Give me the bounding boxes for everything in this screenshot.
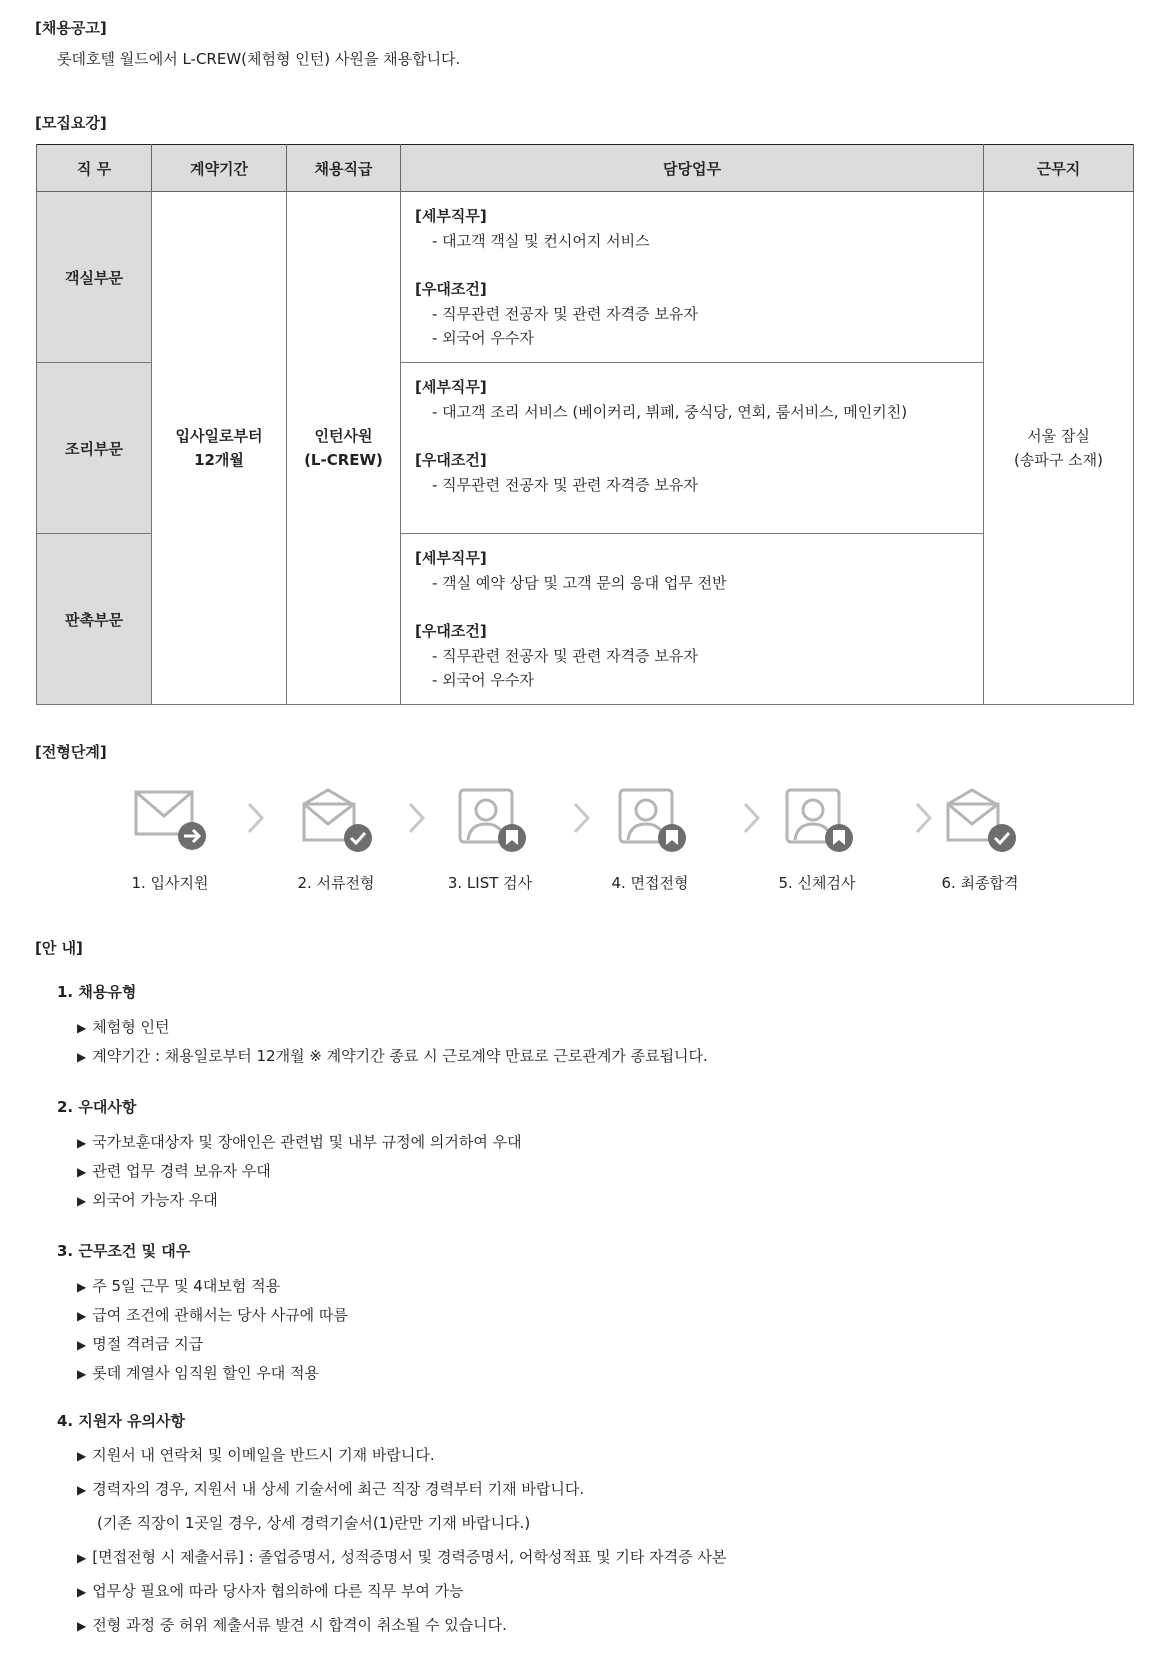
guide-item: ▶ 업무상 필요에 따라 당사자 협의하에 다른 직무 부여 가능 [77,1582,464,1600]
guide-item: ▶ 관련 업무 경력 보유자 우대 [77,1162,271,1180]
person-badge-icon [610,788,690,854]
recruit-intro: 롯데호텔 월드에서 L-CREW(체험형 인턴) 사원을 채용합니다. [57,50,461,68]
duties-room [401,192,984,363]
header-rank: 채용직급 [287,145,401,192]
detail-head: [세부직무] [415,549,487,567]
pref-head: [우대조건] [415,451,487,469]
guide-item: ▶ 외국어 가능자 우대 [77,1191,218,1209]
pref-item: - 외국어 우수자 [432,671,534,689]
dept-sales: 판촉부문 [37,534,152,705]
rank-line1: 인턴사원 [314,427,373,445]
chevron-right-icon [244,800,268,836]
requirements-title: [모집요강] [35,114,107,132]
guide-heading: 3. 근무조건 및 대우 [57,1242,191,1260]
work-location [984,192,1134,705]
contract-line1: 입사일로부터 [175,427,263,445]
step-list-test [410,788,570,898]
step-interview [570,788,730,898]
recruit-title: [채용공고] [35,19,107,37]
requirements-table [36,144,1134,705]
header-duties: 담당업무 [401,145,984,192]
dept-culinary: 조리부문 [37,363,152,534]
detail-head: [세부직무] [415,207,487,225]
pref-item: - 외국어 우수자 [432,329,534,347]
step-label: 1. 입사지원 [131,874,209,892]
pref-item: - 직무관련 전공자 및 관련 자격증 보유자 [432,646,698,665]
guide-heading: 4. 지원자 유의사항 [57,1412,186,1430]
step-label: 6. 최종합격 [941,874,1019,892]
step-apply [90,788,250,898]
step-label: 2. 서류전형 [297,874,375,892]
envelope-check-icon [940,788,1020,854]
guide-item: ▶ 체험형 인턴 [77,1018,170,1036]
guide-item: ▶ 국가보훈대상자 및 장애인은 관련법 및 내부 규정에 의거하여 우대 [77,1133,522,1151]
detail-item: - 대고객 객실 및 컨시어지 서비스 [432,231,650,250]
guide-item: ▶ [면접전형 시 제출서류] : 졸업증명서, 성적증명서 및 경력증명서, 어학성적표 및 기타 자격증 사본 [77,1548,727,1566]
step-document [256,788,416,898]
guide-item: ▶ 전형 과정 중 허위 제출서류 발견 시 합격이 취소될 수 있습니다. [77,1616,507,1634]
step-label: 5. 신체검사 [778,874,856,892]
guide-title: [안 내] [35,939,83,957]
dept-room: 객실부문 [37,192,152,363]
pref-item: - 직무관련 전공자 및 관련 자격증 보유자 [432,475,698,494]
chevron-right-icon [912,800,936,836]
location-line1: 서울 잠실 [1027,427,1090,445]
header-location: 근무지 [984,145,1134,192]
person-badge-icon [777,788,857,854]
detail-head: [세부직무] [415,378,487,396]
chevron-right-icon [570,800,594,836]
header-job: 직 무 [37,145,152,192]
table-row [37,192,1134,363]
guide-item: ▶ 급여 조건에 관해서는 당사 사규에 따름 [77,1306,348,1324]
step-label: 4. 면접전형 [611,874,689,892]
guide-item: ▶ 롯데 계열사 임직원 할인 우대 적용 [77,1364,319,1382]
duties-sales [401,534,984,705]
guide-heading: 1. 채용유형 [57,983,137,1001]
chevron-right-icon [405,800,429,836]
guide-item: ▶ 계약기간 : 채용일로부터 12개월 ※ 계약기간 종료 시 근로계약 만료로 근로관계가 종료됩니다. [77,1047,708,1065]
duties-culinary [401,363,984,534]
guide-item: ▶ 경력자의 경우, 지원서 내 상세 기술서에 최근 직장 경력부터 기재 바랍니다. [77,1480,585,1498]
header-contract: 계약기간 [152,145,287,192]
location-line2: (송파구 소재) [1014,451,1103,469]
chevron-right-icon [740,800,764,836]
pref-head: [우대조건] [415,280,487,298]
table-header-row [37,145,1134,192]
envelope-check-icon [296,788,376,854]
envelope-arrow-icon [130,788,210,854]
guide-sub-note: (기존 직장이 1곳일 경우, 상세 경력기술서(1)란만 기재 바랍니다.) [97,1514,531,1532]
guide-item: ▶ 명절 격려금 지급 [77,1335,204,1353]
pref-item: - 직무관련 전공자 및 관련 자격증 보유자 [432,304,698,323]
hiring-rank [287,192,401,705]
process-title: [전형단계] [35,743,107,761]
detail-item: - 객실 예약 상담 및 고객 문의 응대 업무 전반 [432,573,727,592]
guide-item: ▶ 지원서 내 연락처 및 이메일을 반드시 기재 바랍니다. [77,1446,435,1464]
person-badge-icon [450,788,530,854]
contract-line2: 12개월 [194,451,244,469]
guide-heading: 2. 우대사항 [57,1098,137,1116]
step-label: 3. LIST 검사 [447,874,533,892]
detail-item: - 대고객 조리 서비스 (베이커리, 뷔페, 중식당, 연회, 룸서비스, 메인키친) [432,402,908,421]
pref-head: [우대조건] [415,622,487,640]
rank-line2: (L-CREW) [304,451,383,469]
contract-period [152,192,287,705]
guide-item: ▶ 주 5일 근무 및 4대보험 적용 [77,1277,281,1295]
